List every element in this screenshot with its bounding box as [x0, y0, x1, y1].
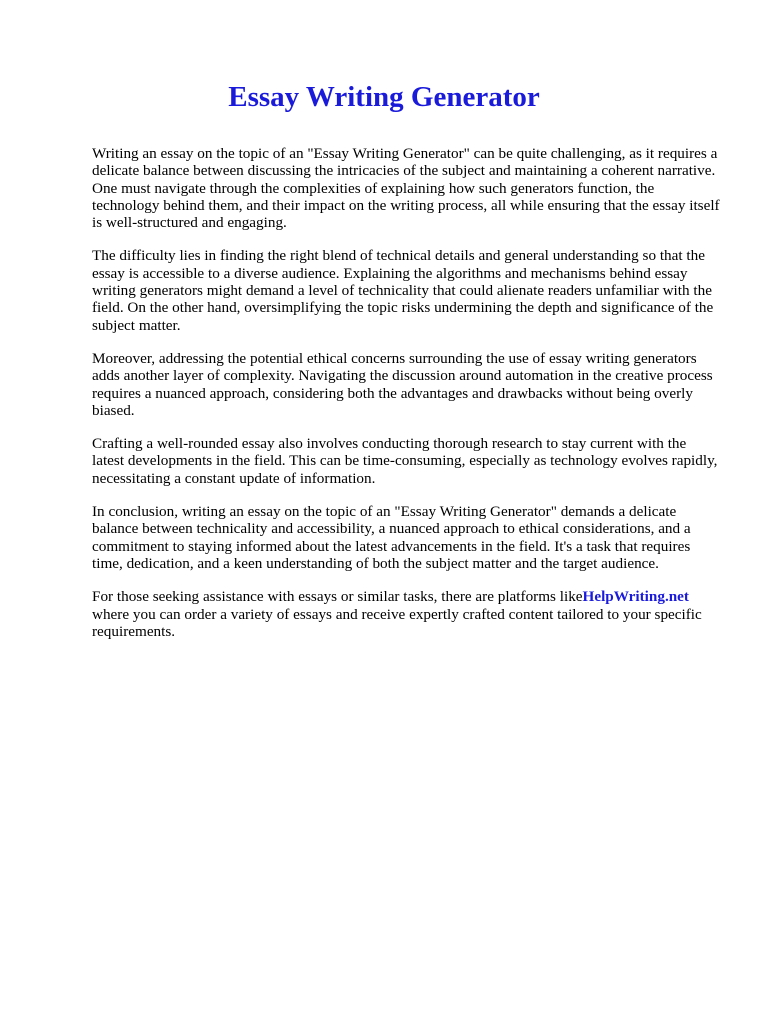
- paragraph-ethics: Moreover, addressing the potential ethical concerns surrounding the use of essay writing generators adds another layer of complexity. Navigating the discussion around automation in the creative process requires a nuanced approach, considering both the advantages and drawbacks without being overly biased.: [92, 349, 713, 419]
- closing-text-before-link: For those seeking assistance with essays or similar tasks, there are platforms like: [92, 588, 583, 606]
- page-title: Essay Writing Generator: [228, 81, 540, 113]
- paragraph-intro: Writing an essay on the topic of an "Essay Writing Generator" can be quite challenging, as it requires a delicate balance between discussing the intricacies of the subject and maintaining a coherent narrative. One must navigate through the complexities of explaining how such generators function, the technology behind them, and their impact on the writing process, all while ensuring that the essay itself is well-structured and engaging.: [92, 145, 720, 232]
- paragraph-conclusion: In conclusion, writing an essay on the topic of an "Essay Writing Generator" demands a delicate balance between technicality and accessibility, a nuanced approach to ethical considerations, and a commitment to staying informed about the latest advancements in the field. It's a task that requires time, dedication, and a keen understanding of both the subject matter and the target audience.: [92, 503, 691, 572]
- paragraph-research: Crafting a well-rounded essay also involves conducting thorough research to stay current with the latest developments in the field. This can be time-consuming, especially as technology evolves rapidly, necessitating a constant update of information.: [92, 435, 718, 487]
- helpwriting-link[interactable]: HelpWriting.net: [582, 588, 689, 606]
- closing-text-after-link: where you can order a variety of essays and receive expertly crafted content tailored to your specific requirements.: [92, 605, 702, 640]
- document-body: [92, 145, 722, 656]
- paragraph-closing: [92, 588, 722, 640]
- paragraph-difficulty: The difficulty lies in finding the right blend of technical details and general understanding so that the essay is accessible to a diverse audience. Explaining the algorithms and mechanisms behind essay writing generators might demand a level of technicality that could alienate readers unfamiliar with the field. On the other hand, oversimplifying the topic risks undermining the depth and significance of the subject matter.: [92, 247, 714, 334]
